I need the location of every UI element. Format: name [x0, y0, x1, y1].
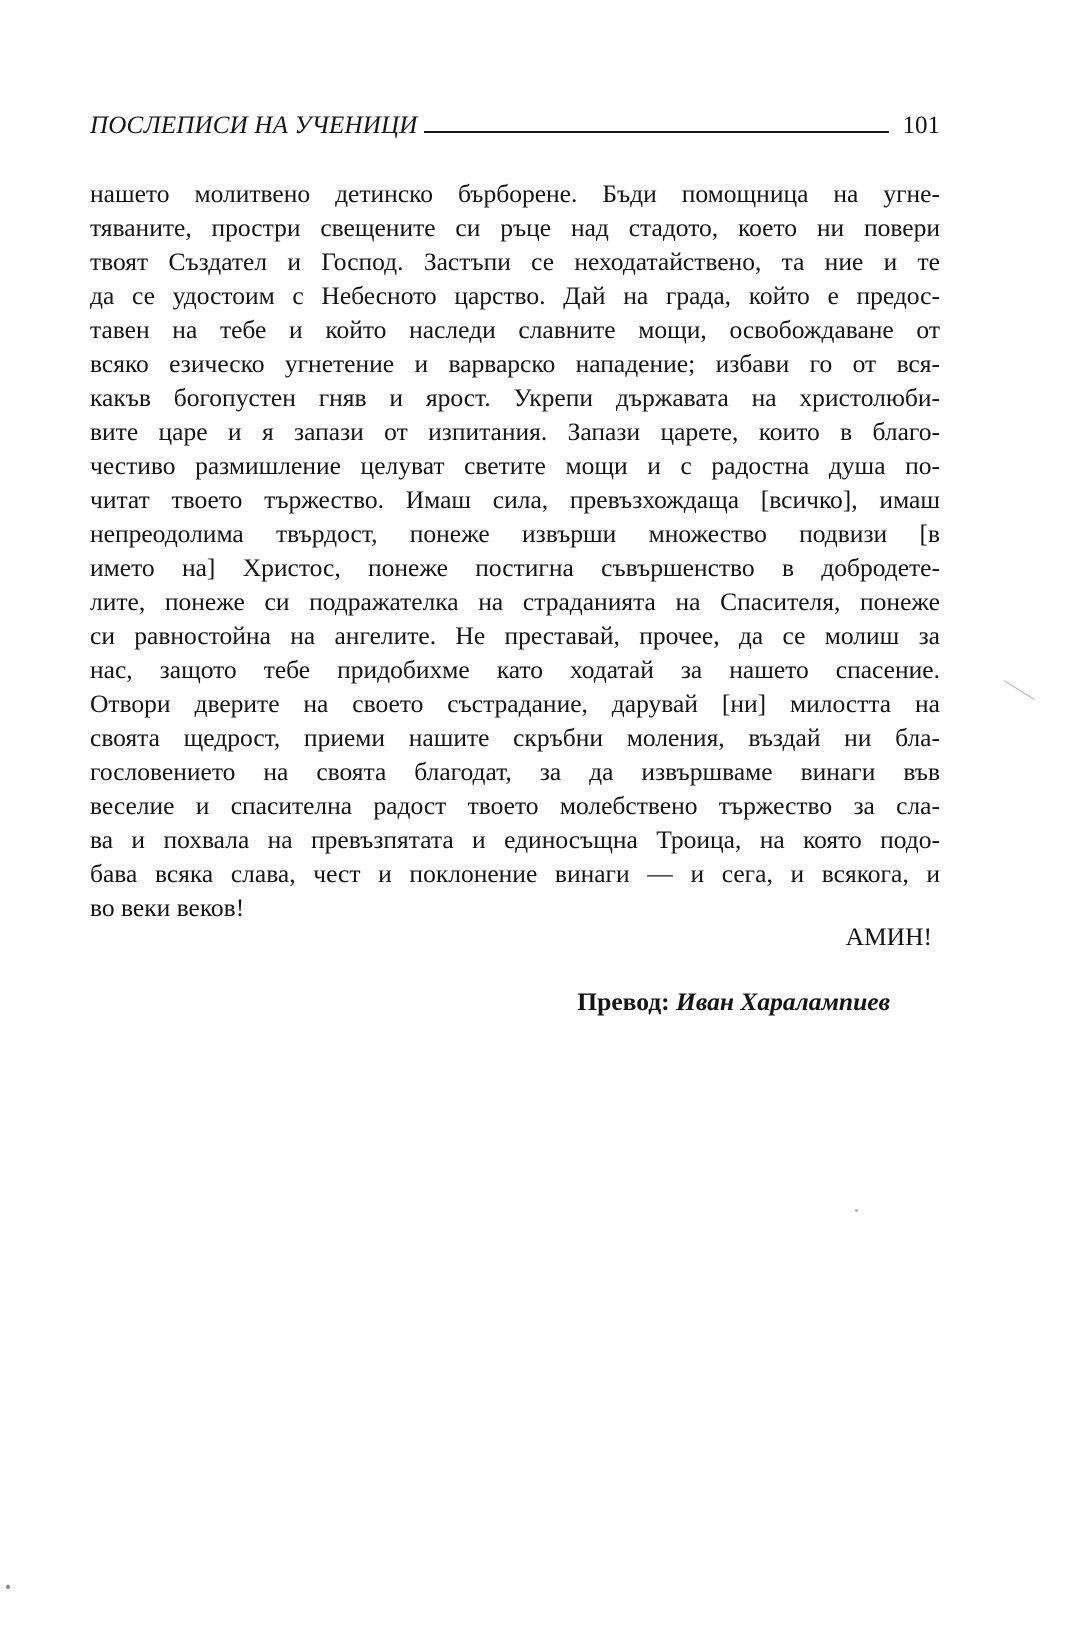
text-line: Отвори дверите на своето състрадание, дарувай [ни] милостта на [90, 689, 940, 718]
text-line: твоят Създател и Господ. Застъпи се неходатайствено, та ние и те [90, 247, 940, 276]
text-line: името на] Христос, понеже постигна съвършенство в добродете- [90, 553, 940, 582]
scan-speck [1004, 680, 1035, 700]
translation-credit [577, 985, 890, 1019]
text-line: гословението на своята благодат, за да извършваме винаги във [90, 757, 940, 786]
text-line: ва и похвала на превъзпятата и единосъщна Троица, на която подо- [90, 825, 940, 854]
running-header [90, 100, 940, 140]
translator-name: Иван Харалампиев [676, 987, 890, 1016]
body-text [90, 177, 940, 925]
text-line: си равностойна на ангелите. Не преставай, прочее, да се молиш за [90, 621, 940, 650]
text-line: всяко езическо угнетение и варварско нападение; избави го от вся- [90, 349, 940, 378]
text-line: читат твоето тържество. Имаш сила, превъзхождаща [всичко], имаш [90, 485, 940, 514]
running-title: ПОСЛЕПИСИ НА УЧЕНИЦИ [90, 112, 418, 139]
text-line: тяваните, простри свещените си ръце над стадото, което ни повери [90, 213, 940, 242]
translation-label: Превод: [577, 987, 670, 1016]
text-line-last: во веки веков! [90, 893, 245, 922]
text-line: непреодолима твърдост, понеже извърши множество подвизи [в [90, 519, 940, 548]
scan-speck [6, 1585, 10, 1589]
text-line: лите, понеже си подражателка на страданията на Спасителя, понеже [90, 587, 940, 616]
text-line: своята щедрост, приеми нашите скръбни моления, въздай ни бла- [90, 723, 940, 752]
text-line: нас, защото тебе придобихме като ходатай за нашето спасение. [90, 655, 940, 684]
text-line: честиво размишление целуват светите мощи и с радостна душа по- [90, 451, 940, 480]
amen-closing: АМИН! [845, 922, 932, 951]
text-line: вите царе и я запази от изпитания. Запази царете, които в благо- [90, 417, 940, 446]
text-line: нашето молитвено детинско бърборене. Бъди помощница на угне- [90, 179, 940, 208]
text-line: какъв богопустен гняв и ярост. Укрепи държавата на христолюби- [90, 383, 940, 412]
text-line: тавен на тебе и който наследи славните мощи, освобождаване от [90, 315, 940, 344]
header-rule [424, 131, 889, 133]
text-line: веселие и спасителна радост твоето молебствено тържество за сла- [90, 791, 940, 820]
text-line: да се удостоим с Небесното царство. Дай на града, който е предос- [90, 281, 940, 310]
text-line: бава всяка слава, чест и поклонение винаги — и сега, и всякога, и [90, 859, 940, 888]
page-number: 101 [902, 112, 940, 139]
scan-speck [855, 1209, 858, 1212]
